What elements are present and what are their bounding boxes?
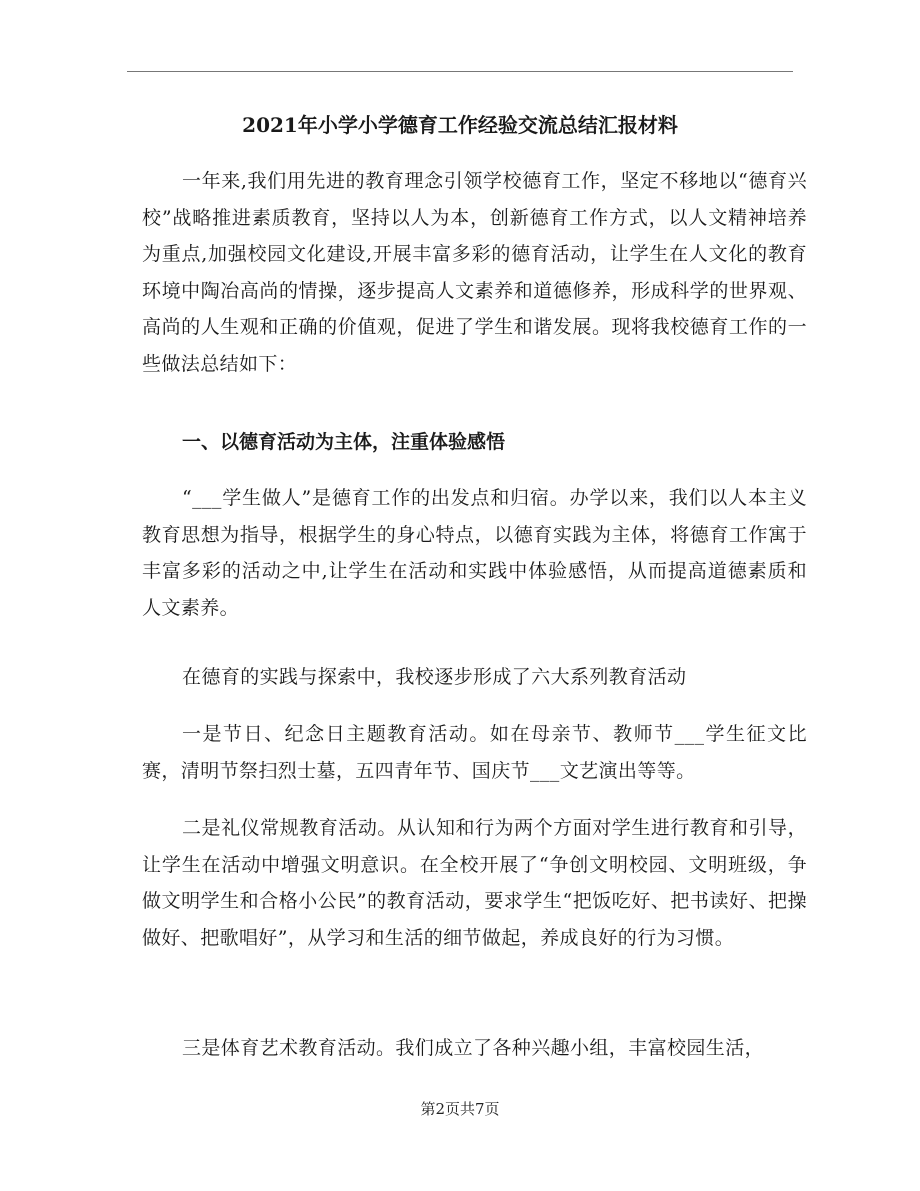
body-paragraph-4: 二是礼仪常规教育活动。从认知和行为两个方面对学生进行教育和引导，让学生在活动中增强文明意识。在全校开展了“争创文明校园、文明班级，争做文明学生和合格小公民”的教育活动，要求学生“把饭吃好、把书读好、把操做好、把歌唱好”，从学习和生活的细节做起，养成良好的行为习惯。 [142,817,807,949]
header-rule [127,71,793,72]
document-title: 2021年小学小学德育工作经验交流总结汇报材料 [242,113,678,137]
section-heading: 一、以德育活动为主体，注重体验感悟 [182,431,506,453]
page-number-footer: 第2页共7页 [420,1100,500,1118]
body-paragraph-1: “___学生做人”是德育工作的出发点和归宿。办学以来，我们以人本主义教育思想为指导，根据学生的身心特点，以德育实践为主体，将德育工作寓于丰富多彩的活动之中,让学生在活动和实践中体验感悟，从而提高道德素质和人文素养。 [142,487,807,619]
body-paragraph-5: 三是体育艺术教育活动。我们成立了各种兴趣小组，丰富校园生活， [182,1037,765,1059]
intro-paragraph: 一年来,我们用先进的教育理念引领学校德育工作，坚定不移地以“德育兴校”战略推进素质教育，坚持以人为本，创新德育工作方式，以人文精神培养为重点,加强校园文化建设,开展丰富多彩的德育活动，让学生在人文化的教育环境中陶冶高尚的情操，逐步提高人文素养和道德修养，形成科学的世界观、高尚的人生观和正确的价值观，促进了学生和谐发展。现将我校德育工作的一些做法总结如下： [142,170,807,375]
body-paragraph-2: 在德育的实践与探索中，我校逐步形成了六大系列教育活动 [182,666,687,688]
body-paragraph-3: 一是节日、纪念日主题教育活动。如在母亲节、教师节___学生征文比赛，清明节祭扫烈士墓，五四青年节、国庆节___文艺演出等等。 [142,723,807,782]
